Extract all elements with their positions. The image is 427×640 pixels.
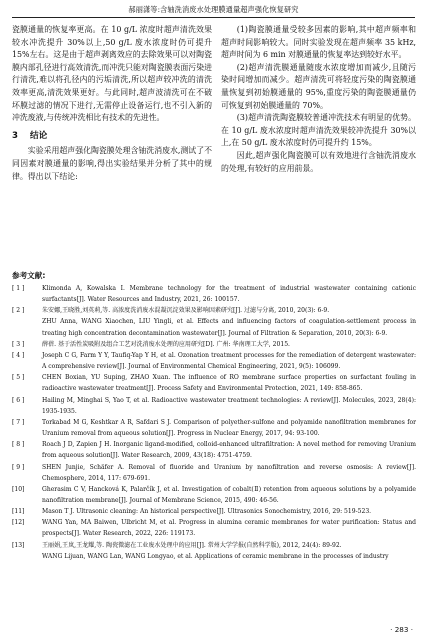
reference-item xyxy=(12,283,416,305)
reference-item xyxy=(12,462,416,484)
reference-number: [ 6 ] xyxy=(12,396,25,404)
reference-item xyxy=(12,517,416,539)
reference-item xyxy=(12,395,416,417)
references-list xyxy=(12,283,416,562)
reference-text: Roach J D, Zapien J H. Inorganic ligand-modified, colloid-enhanced ultrafiltration: A novel method for removing Uranium from aqueous solution[J]. Water Research, 2009, 43(18): 4751-4759. xyxy=(42,441,416,460)
reference-item xyxy=(12,372,416,394)
reference-number: [ 8 ] xyxy=(12,441,25,449)
reference-item xyxy=(12,350,416,372)
right-column xyxy=(221,24,416,175)
section-title: 结论 xyxy=(30,130,48,141)
closing-paragraph: 因此,超声强化陶瓷膜可以有效地进行含铀洗消废水的处理,有较好的应用前景。 xyxy=(221,150,416,173)
running-header: 郝丽潇等:含轴洗消废水处理膜通量超声强化恢复研究 xyxy=(128,5,299,14)
header-rule xyxy=(12,17,415,18)
reference-number: [12] xyxy=(12,519,25,527)
reference-item xyxy=(12,506,416,517)
left-column xyxy=(12,24,212,183)
reference-item xyxy=(12,417,416,439)
page-number: · 283 · xyxy=(390,625,413,634)
reference-item xyxy=(12,551,416,562)
conclusion-item-3: (3)超声清洗陶瓷膜较普通冲洗技术有明显的优势。在 10 g/L 废水浓度时超声清洗效果较冲洗提升 30%以上,在 50 g/L 废水浓度时仍可提升约 15%。 xyxy=(221,113,416,148)
reference-text: CHEN Boxian, YU Suping, ZHAO Xuan. The influence of RO membrane surface properties on surfactant fouling in radioactive wastewater treatment[J]. Process Safety and Environmental Protection, 2021, 149: 858-865. xyxy=(42,374,416,393)
reference-text: SHEN Junjie, Schäfer A. Removal of fluoride and Uranium by nanofiltration and reverse osmosis: A review[J]. Chemosphere, 2014, 117: 679-691. xyxy=(42,463,416,482)
reference-text: 王丽娟,王岚,王龙耀,等. 陶瓷微滤在工业废水处理中的应用[J]. 常州大学学报(自然科学版), 2012, 24(4): 89-92. xyxy=(42,541,342,549)
reference-text: Joseph C G, Farm Y Y, Taufiq-Yap Y H, et al. Ozonation treatment processes for the remediation of detergent wastewater: A comprehensive review[J]. Journal of Environmental Chemical Engineering, 2021, 9(5): 106099. xyxy=(42,351,416,371)
body-paragraph: 实验采用超声强化陶瓷膜处理含铀洗消废水,测试了不同因素对膜通量的影响,得出实验结果并分析了其中的规律。得出以下结论: xyxy=(12,146,212,181)
conclusion-item-1: (1)陶瓷膜通量受较多因素的影响,其中超声频率和超声时间影响较大。同时实验发现在超声频率 35 kHz,超声时间为 6 min 对膜通量的恢复率达到较好水平。 xyxy=(221,25,416,60)
reference-number xyxy=(12,316,42,338)
conclusion-item-2: (2)超声清洗膜通量随废水浓度增加而减少,且随污染时间增加而减少。超声清洗可将轻度污染的陶瓷膜通量恢复到初始膜通量的 95%,重度污染的陶瓷膜通量仍可恢复到初始膜通量的 70%。 xyxy=(221,62,416,110)
reference-item xyxy=(12,540,416,551)
reference-text: 朱安娜,王晓胜,刘英莉,等. 高浓度洗消废水混凝沉淀效果及影响因素研究[J]. 过滤与分离, 2010, 20(3): 6-9. xyxy=(42,307,330,315)
section-number: 3 xyxy=(12,130,18,141)
reference-text: Klimonda A, Kowalska I. Membrane technology for the treatment of industrial wastewater containing cationic surfactants[J]. Water Resources and Industry, 2021, 26: 100157. xyxy=(42,285,416,304)
reference-number xyxy=(12,551,42,562)
reference-item xyxy=(12,439,416,461)
reference-text: Hailing M, Minghai S, Yao T, et al. Radioactive wastewater treatment technologies: A review[J]. Molecules, 2023, 28(4): 1935-1935. xyxy=(42,396,416,415)
reference-number: [ 5 ] xyxy=(12,374,25,382)
references-heading: 参考文献: xyxy=(12,271,46,280)
reference-number: [ 1 ] xyxy=(12,285,25,292)
reference-text: WANG Lijuan, WANG Lan, WANG Longyao, et al. Applications of ceramic membrane in the processes of industry xyxy=(42,552,389,560)
reference-number: [ 2 ] xyxy=(12,307,25,315)
reference-number: [13] xyxy=(12,541,25,549)
reference-number: [11] xyxy=(12,508,25,516)
reference-number: [ 7 ] xyxy=(12,418,25,426)
reference-text: Mason T J. Ultrasonic cleaning: An historical perspective[J]. Ultrasonics Sonochemistry, 2016, 29: 519-523. xyxy=(42,508,372,516)
reference-item xyxy=(12,339,416,350)
reference-text: ZHU Anna, WANG Xiaochen, LIU Yingli, et al. Effects and influencing factors of coagulation-settlement process in treating high concentration decontamination wastewater[J]. Journal of Filtration & Separation, 2010, 20(3): 6-9. xyxy=(42,318,416,337)
reference-text: Gherasim C V, Hancková K, Palarčík J, et al. Investigation of cobalt(Ⅱ) retention from aqueous solutions by a polyamide nanofiltration membrane[J]. Journal of Membrane Science, 2015, 490: 46-56. xyxy=(42,485,416,504)
reference-number: [10] xyxy=(12,485,25,493)
reference-item xyxy=(12,484,416,506)
body-paragraph: 瓷膜通量的恢复率更高。在 10 g/L 浓度时超声清洗效果较水冲洗提升 30%以上,50 g/L 废水浓度时仍可提升 15%左右。这是由于超声剥离效应的去除效果可以对陶瓷膜内部孔径进行高效清洗,而冲洗只能对陶瓷膜表面污染进行清洗,难以将孔径内的污垢清洗,所以超声较冲洗的清洗效率更高,清洗效果更好。与此同时,超声波清洗可在不破坏膜过滤的情况下进行,无需停止设备运行,也不引入新的冲洗废液,与传统冲洗相比有技术的先进性。 xyxy=(12,25,212,123)
reference-text: WANG Yan, MA Baiwen, Ulbricht M, et al. Progress in alumina ceramic membranes for water purification: Status and prospects[J]. Water Research, 2022, 226: 119173. xyxy=(42,519,416,538)
reference-text: 薛蓓. 基于活性炭吸附及组合工艺对洗消废水处理的应用研究[D]. 广州: 华南理工大学, 2015. xyxy=(42,340,290,348)
reference-number: [ 4 ] xyxy=(12,351,25,359)
reference-number: [ 3 ] xyxy=(12,340,25,348)
reference-text: Torkabad M G, Keshtkar A R, Safdari S J. Comparison of polyether-sulfone and polyamide nanofiltration membranes for Uranium removal from aqueous solution[J]. Progress in Nuclear Energy, 2017, 94: 93-100. xyxy=(42,418,416,438)
section-heading xyxy=(12,130,212,143)
reference-number: [ 9 ] xyxy=(12,463,25,471)
reference-item xyxy=(12,305,416,316)
reference-item xyxy=(12,316,416,338)
